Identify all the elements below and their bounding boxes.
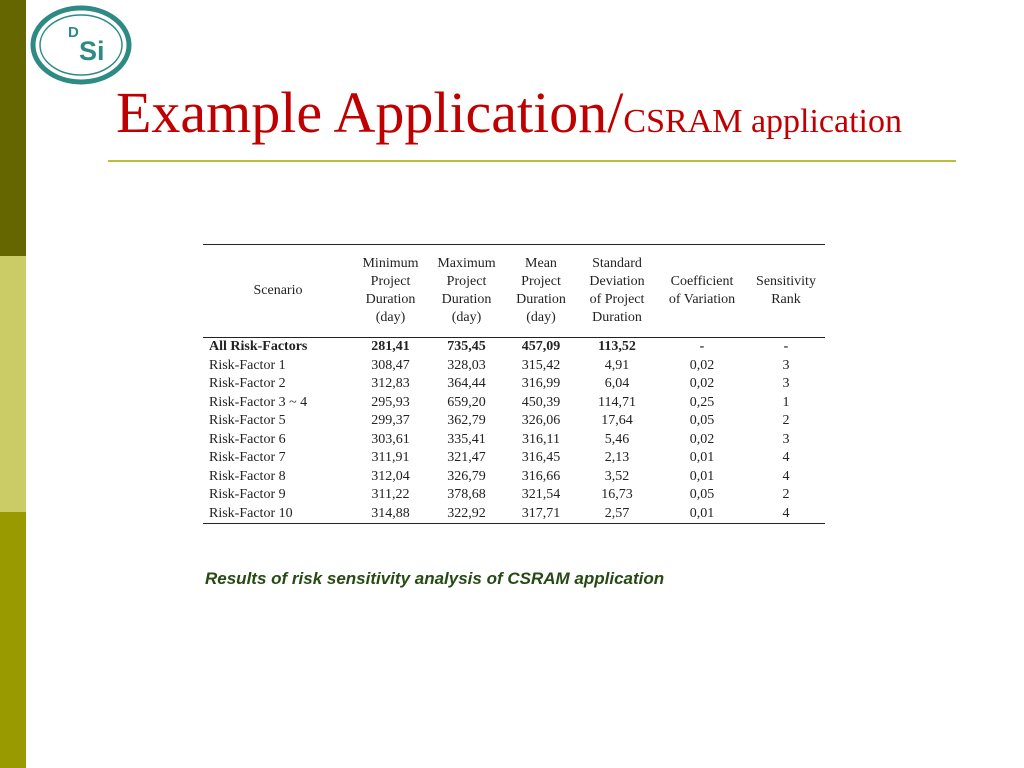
sidebar-band-bottom <box>0 512 26 768</box>
cell-mean: 316,45 <box>521 450 561 466</box>
header-maximum-duration <box>428 245 505 338</box>
cell-minimum: 314,88 <box>353 505 428 524</box>
cell-scenario: Risk-Factor 7 <box>209 450 286 466</box>
cell-mean: 316,66 <box>521 468 561 484</box>
cell-mean: 317,71 <box>505 505 577 524</box>
cell-std-dev: 6,04 <box>604 376 630 392</box>
cell-mean: 316,11 <box>522 431 560 447</box>
cell-mean: 315,42 <box>521 357 561 373</box>
cell-coefficient: 0,02 <box>689 376 715 392</box>
table-header-row <box>203 245 825 338</box>
cell-mean: 316,99 <box>521 376 561 392</box>
results-table <box>203 244 825 524</box>
cell-coefficient: 0,01 <box>689 450 715 466</box>
cell-rank: 4 <box>782 450 790 466</box>
svg-text:D: D <box>68 24 79 41</box>
cell-std-dev: 114,71 <box>598 394 636 410</box>
cell-rank: 4 <box>782 468 790 484</box>
table-caption: Results of risk sensitivity analysis of CSRAM application <box>205 569 665 588</box>
cell-minimum: 311,91 <box>371 450 410 466</box>
cell-maximum: 659,20 <box>447 394 486 410</box>
cell-std-dev: 2,13 <box>604 450 630 466</box>
table-row <box>203 468 825 487</box>
cell-rank: 3 <box>782 357 790 373</box>
cell-coefficient: 0,02 <box>689 431 715 447</box>
cell-mean: 326,06 <box>521 413 561 429</box>
cell-minimum: 312,83 <box>371 376 410 392</box>
header-sensitivity-rank-label: Sensitivity Rank <box>756 274 816 307</box>
cell-scenario: Risk-Factor 8 <box>209 468 286 484</box>
header-scenario: Scenario <box>203 245 353 338</box>
cell-minimum: 312,04 <box>371 468 410 484</box>
header-minimum-duration <box>353 245 428 338</box>
cell-rank: - <box>783 339 789 355</box>
header-standard-deviation-label: Standard Deviation of Project Duration <box>589 256 645 325</box>
header-coefficient-of-variation-label: Coefficient of Variation <box>668 274 736 307</box>
cell-maximum: 362,79 <box>447 413 486 429</box>
cell-minimum: 281,41 <box>371 339 410 355</box>
cell-std-dev: 2,57 <box>577 505 657 524</box>
table-row <box>203 449 825 468</box>
cell-scenario: Risk-Factor 9 <box>209 487 286 503</box>
cell-maximum: 321,47 <box>447 450 486 466</box>
cell-coefficient: - <box>699 339 705 355</box>
cell-minimum: 303,61 <box>371 431 410 447</box>
header-mean-duration-label: Mean Project Duration (day) <box>516 256 566 325</box>
cell-maximum: 335,41 <box>447 431 486 447</box>
cell-minimum: 295,93 <box>371 394 410 410</box>
slide-title <box>116 80 902 145</box>
cell-std-dev: 5,46 <box>604 431 630 447</box>
cell-scenario: Risk-Factor 5 <box>209 413 286 429</box>
cell-std-dev: 17,64 <box>601 413 633 429</box>
cell-rank: 3 <box>782 376 790 392</box>
cell-mean: 457,09 <box>521 339 561 355</box>
table-row <box>203 431 825 450</box>
title-main: Example Application/ <box>116 80 624 145</box>
sidebar-band-top <box>0 0 26 256</box>
table-row <box>203 486 825 505</box>
cell-maximum: 322,92 <box>428 505 505 524</box>
cell-rank: 4 <box>747 505 825 524</box>
header-maximum-duration-label: Maximum Project Duration (day) <box>437 256 496 325</box>
table-row <box>203 357 825 376</box>
cell-rank: 2 <box>782 487 790 503</box>
cell-maximum: 364,44 <box>447 376 486 392</box>
cell-scenario: Risk-Factor 2 <box>209 376 286 392</box>
cell-scenario: Risk-Factor 3 ~ 4 <box>209 394 308 410</box>
sidebar-band-middle <box>0 256 26 512</box>
cell-std-dev: 113,52 <box>598 339 636 355</box>
cell-mean: 450,39 <box>521 394 561 410</box>
cell-std-dev: 16,73 <box>601 487 633 503</box>
cell-mean: 321,54 <box>521 487 561 503</box>
title-divider <box>108 160 956 162</box>
cell-std-dev: 4,91 <box>604 357 630 373</box>
header-sensitivity-rank <box>747 245 825 338</box>
cell-coefficient: 0,05 <box>689 487 715 503</box>
cell-maximum: 378,68 <box>447 487 486 503</box>
table-row <box>203 375 825 394</box>
cell-rank: 3 <box>782 431 790 447</box>
header-standard-deviation <box>577 245 657 338</box>
cell-maximum: 328,03 <box>447 357 486 373</box>
cell-coefficient: 0,01 <box>689 468 715 484</box>
svg-text:Si: Si <box>79 36 105 66</box>
table-row <box>203 412 825 431</box>
cell-scenario: Risk-Factor 10 <box>203 505 353 524</box>
cell-scenario: Risk-Factor 1 <box>209 357 286 373</box>
cell-maximum: 326,79 <box>447 468 486 484</box>
cell-coefficient: 0,01 <box>657 505 747 524</box>
cell-scenario: All Risk-Factors <box>209 339 308 355</box>
cell-coefficient: 0,25 <box>689 394 715 410</box>
header-coefficient-of-variation <box>657 245 747 338</box>
title-sub: CSRAM application <box>623 103 902 140</box>
cell-coefficient: 0,05 <box>689 413 715 429</box>
cell-minimum: 308,47 <box>371 357 410 373</box>
cell-coefficient: 0,02 <box>689 357 715 373</box>
cell-minimum: 299,37 <box>371 413 410 429</box>
table-row <box>203 394 825 413</box>
cell-scenario: Risk-Factor 6 <box>209 431 286 447</box>
cell-rank: 2 <box>782 413 790 429</box>
cell-maximum: 735,45 <box>447 339 486 355</box>
cell-std-dev: 3,52 <box>604 468 630 484</box>
cell-rank: 1 <box>782 394 790 410</box>
cell-minimum: 311,22 <box>371 487 410 503</box>
table-row <box>203 338 825 357</box>
header-minimum-duration-label: Minimum Project Duration (day) <box>362 256 419 325</box>
header-mean-duration <box>505 245 577 338</box>
dsi-logo <box>30 5 132 85</box>
table-row <box>203 505 825 524</box>
